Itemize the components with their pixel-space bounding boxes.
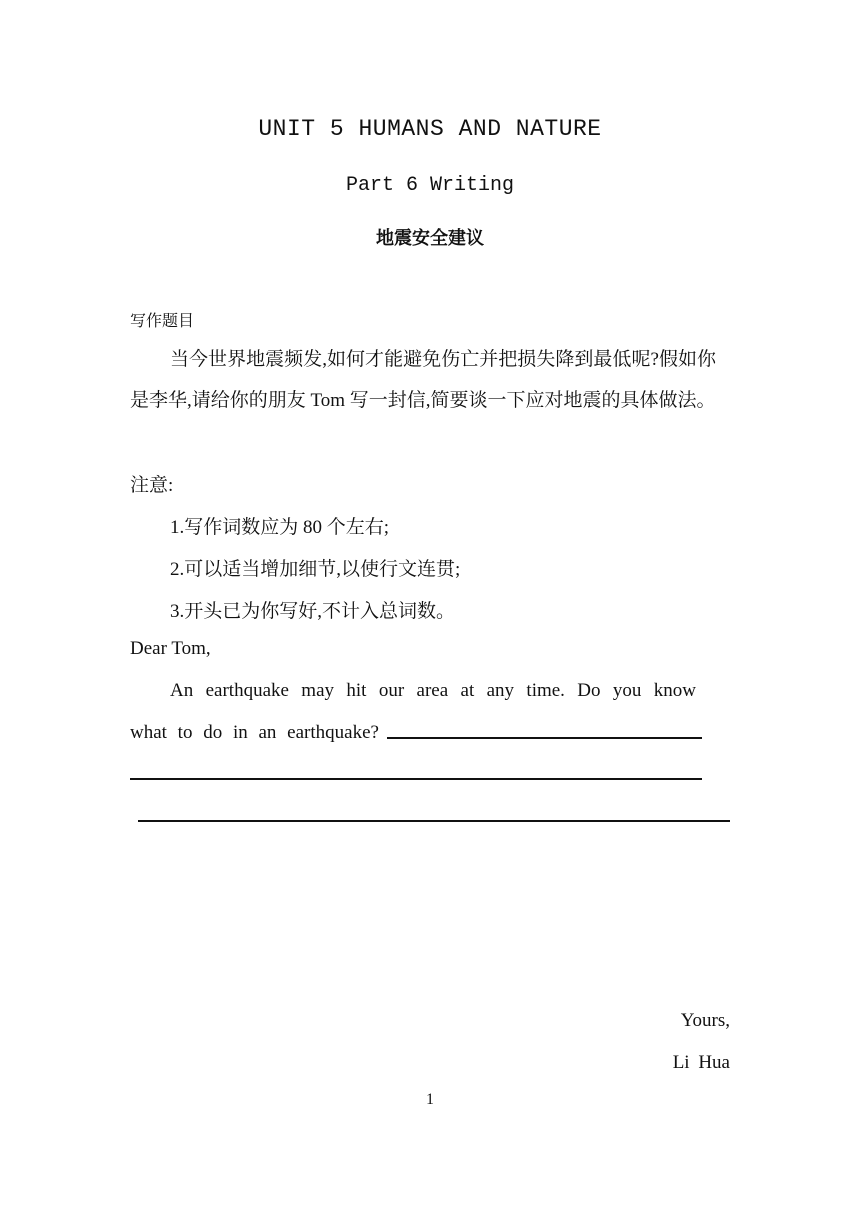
letter-opening-line: what to do in an earthquake? [130, 722, 379, 743]
note-item: 2.可以适当增加细节,以使行文连贯; [170, 559, 461, 580]
section-label: 写作题目 [130, 311, 195, 330]
unit-title: UNIT 5 HUMANS AND NATURE [258, 116, 602, 142]
note-item: 3.开头已为你写好,不计入总词数。 [170, 601, 456, 622]
letter-greeting: Dear Tom, [130, 638, 211, 659]
answer-blank-line[interactable] [138, 820, 730, 822]
topic-title: 地震安全建议 [376, 228, 484, 249]
notes-label: 注意: [130, 475, 174, 496]
page-number: 1 [426, 1091, 434, 1108]
note-item: 1.写作词数应为 80 个左右; [170, 517, 390, 538]
letter-closing: Yours, [680, 1010, 730, 1031]
letter-opening-line: An earthquake may hit our area at any time. Do you know [170, 680, 696, 701]
answer-blank-line[interactable] [130, 778, 702, 780]
writing-prompt: 当今世界地震频发,如何才能避免伤亡并把损失降到最低呢?假如你是李华,请给你的朋友 Tom 写一封信,简要谈一下应对地震的具体做法。 [130, 349, 716, 411]
answer-blank-line[interactable] [387, 737, 702, 739]
letter-signature: Li Hua [672, 1052, 730, 1073]
part-title: Part 6 Writing [345, 174, 515, 197]
